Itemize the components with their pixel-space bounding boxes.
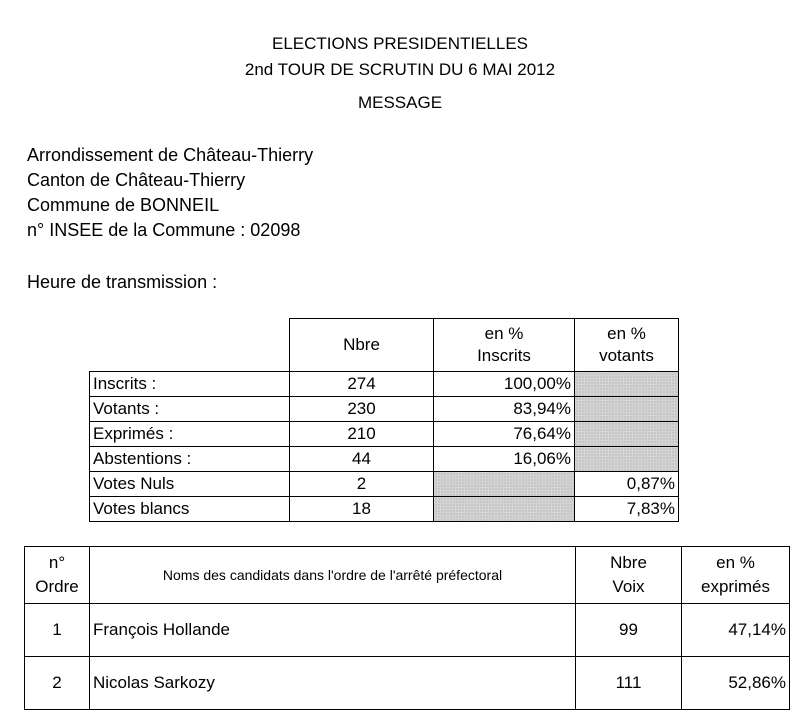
candidate-row: [25, 657, 790, 710]
stats-label: Votes Nuls: [90, 472, 290, 497]
stats-label: Inscrits :: [90, 372, 290, 397]
stats-nbre: 18: [290, 497, 434, 522]
candidate-voix: 99: [576, 604, 682, 657]
candidate-name: François Hollande: [90, 604, 576, 657]
stats-label: Votants :: [90, 397, 290, 422]
stats-row: [90, 397, 679, 422]
col-ordre: n° Ordre: [25, 547, 90, 604]
stats-label: Votes blancs: [90, 497, 290, 522]
stats-pct-votants-empty: [575, 397, 679, 422]
stats-row: [90, 497, 679, 522]
col-noms: Noms des candidats dans l'ordre de l'arrêté préfectoral: [90, 547, 576, 604]
candidates-table: [24, 546, 790, 710]
candidates-header-row: [25, 547, 790, 604]
commune: Commune de BONNEIL: [27, 195, 220, 215]
stats-row: [90, 447, 679, 472]
arrondissement: Arrondissement de Château-Thierry: [27, 145, 314, 165]
stats-row: [90, 422, 679, 447]
candidate-name: Nicolas Sarkozy: [90, 657, 576, 710]
stats-pct-votants-empty: [575, 447, 679, 472]
col-voix: Nbre Voix: [576, 547, 682, 604]
stats-pct-votants-empty: [575, 422, 679, 447]
stats-table: [89, 318, 679, 522]
stats-col-pct-votants: en % votants: [575, 319, 679, 372]
title-message: MESSAGE: [357, 93, 443, 112]
stats-pct-inscrits: 83,94%: [434, 397, 575, 422]
stats-nbre: 210: [290, 422, 434, 447]
stats-pct-inscrits: 100,00%: [434, 372, 575, 397]
candidate-ordre: 1: [25, 604, 90, 657]
insee-code: n° INSEE de la Commune : 02098: [27, 220, 301, 240]
stats-pct-inscrits-empty: [434, 472, 575, 497]
stats-pct-inscrits-empty: [434, 497, 575, 522]
stats-header-row: [90, 319, 679, 372]
stats-nbre: 44: [290, 447, 434, 472]
stats-pct-votants: 0,87%: [575, 472, 679, 497]
stats-label: Exprimés :: [90, 422, 290, 447]
stats-pct-inscrits: 16,06%: [434, 447, 575, 472]
candidate-voix: 111: [576, 657, 682, 710]
stats-col-pct-inscrits: en % Inscrits: [434, 319, 575, 372]
col-pct-exprimes: en % exprimés: [682, 547, 790, 604]
candidate-pct: 47,14%: [682, 604, 790, 657]
title-line-2: 2nd TOUR DE SCRUTIN DU 6 MAI 2012: [244, 60, 556, 79]
stats-nbre: 230: [290, 397, 434, 422]
stats-pct-votants: 7,83%: [575, 497, 679, 522]
candidate-pct: 52,86%: [682, 657, 790, 710]
stats-row: [90, 472, 679, 497]
stats-pct-votants-empty: [575, 372, 679, 397]
stats-nbre: 274: [290, 372, 434, 397]
canton: Canton de Château-Thierry: [27, 170, 246, 190]
title-line-1: ELECTIONS PRESIDENTIELLES: [271, 34, 529, 53]
candidate-ordre: 2: [25, 657, 90, 710]
stats-pct-inscrits: 76,64%: [434, 422, 575, 447]
transmission-time: Heure de transmission :: [27, 272, 218, 292]
candidate-row: [25, 604, 790, 657]
stats-col-nbre: Nbre: [290, 319, 434, 372]
stats-label: Abstentions :: [90, 447, 290, 472]
stats-nbre: 2: [290, 472, 434, 497]
stats-row: [90, 372, 679, 397]
